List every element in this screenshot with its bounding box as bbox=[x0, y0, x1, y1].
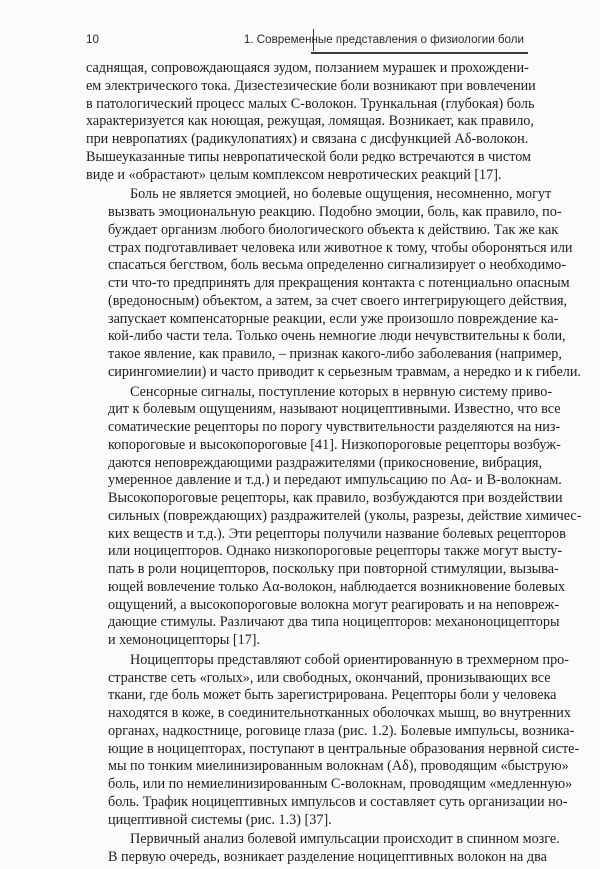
text-line: саднящая, сопровождающаяся зудом, ползанием мурашек и прохождени- bbox=[86, 60, 529, 76]
text-line: мы по тонким миелинизированным волокнам (Аδ), проводящим «быструю» bbox=[108, 758, 569, 775]
text-line: характеризуется как ноющая, режущая, ломящая. Возникает, как правило, bbox=[86, 113, 534, 130]
text-line: ющей вовлечение только Аα-волокон, наблюдается возникновение болевых bbox=[108, 578, 566, 595]
text-line: даются неповреждающими раздражителями (прикосновение, вибрация, bbox=[108, 454, 543, 471]
text-line: Сенсорные сигналы, поступление которых в нервную систему приво- bbox=[130, 383, 553, 400]
running-title: 1. Современные представления о физиологии боли bbox=[243, 33, 524, 46]
text-line: ких веществ и т.д.). Эти рецепторы получили название болевых рецепторов bbox=[108, 525, 566, 542]
text-line: спасаться бегством, боль весьма определенно сигнализирует о необходимо- bbox=[108, 257, 566, 274]
paragraph bbox=[86, 831, 560, 867]
text-line: органах, надкостнице, роговице глаза (рис. 1.2). Болевые импульсы, возника- bbox=[108, 722, 575, 739]
text-line: вызвать эмоциональную реакцию. Подобно эмоции, боль, как правило, по- bbox=[108, 204, 562, 220]
text-line: странстве сеть «голых», или свободных, окончаний, пронизывающих все bbox=[108, 669, 551, 686]
text-line: или ноцицепторов. Однако низкопороговые рецепторы также могут высту- bbox=[108, 543, 563, 560]
text-line: сильных (повреждающих) раздражителей (уколы, разрезы, действие химичес- bbox=[108, 507, 582, 524]
text-line: дающие стимулы. Различают два типа ноцицепторов: механоноцицепторы bbox=[108, 614, 560, 631]
text-line: боль. Трафик ноцицептивных импульсов и составляет суть организации но- bbox=[108, 793, 568, 810]
text-line: ем электрического тока. Дизестезические боли возникают при вовлечении bbox=[86, 77, 536, 94]
text-line: В первую очередь, возникает разделение ноцицептивных волокон на два bbox=[108, 849, 547, 865]
text-line: виде и «обрастают» целым комплексом невротических реакций [17]. bbox=[86, 166, 502, 183]
text-line: находятся в коже, в соединительнотканных оболочках мышц, во внутренних bbox=[108, 705, 571, 721]
text-line: в патологический процесс малых С-волокон. Трункальная (глубокая) боль bbox=[86, 95, 535, 112]
text-line: кой-либо части тела. Только очень немногие люди нечувствительны к боли, bbox=[108, 328, 566, 345]
text-line: ющие в ноцицепторах, поступают в центральные образования нервной систе- bbox=[108, 740, 580, 757]
text-line: Боль не является эмоцией, но болевые ощущения, несомненно, могут bbox=[130, 186, 552, 203]
text-line: боль, или по немиелинизированным С-волокнам, проводящим «медленную» bbox=[108, 776, 573, 792]
paragraph bbox=[86, 383, 582, 650]
text-line: сирингомиелии) и часто приводит к серьезным травмам, а нередко и к гибели. bbox=[108, 363, 581, 380]
paragraph bbox=[86, 651, 580, 830]
header-rule bbox=[311, 52, 528, 54]
running-header bbox=[86, 29, 526, 49]
text-line: запускает компенсаторные реакции, если уже произошло повреждение ка- bbox=[108, 310, 559, 327]
text-line: Высокопороговые рецепторы, как правило, возбуждаются при воздействии bbox=[108, 490, 563, 506]
body-text bbox=[86, 60, 582, 869]
text-line: Вышеуказанные типы невропатической боли редко встречаются в чистом bbox=[86, 148, 532, 165]
text-line: соматические рецепторы по порогу чувствительности разделяются на низ- bbox=[108, 419, 561, 435]
text-line: страх подготавливает человека или животное к тому, чтобы обороняться или bbox=[108, 239, 573, 256]
text-line: Ноцицепторы представляют собой ориентированную в трехмерном про- bbox=[130, 651, 570, 668]
text-line: копороговые и высокопороговые [41]. Низкопороговые рецепторы возбуж- bbox=[108, 436, 561, 453]
text-line: (вредоносным) объектом, а затем, за счет своего интегрирующего действия, bbox=[108, 292, 568, 309]
text-line: при невропатиях (радикулопатиях) и связана с дисфункцией Аδ-волокон. bbox=[86, 131, 529, 147]
text-line: буждает организм любого биологического объекта к действию. Так же как bbox=[108, 221, 559, 238]
text-line: умеренное давление и т.д.) и передают импульсацию по Аα- и В-волокнам. bbox=[108, 472, 562, 489]
text-line: дит к болевым ощущениям, называют ноцицептивными. Известно, что все bbox=[108, 401, 561, 418]
page-number: 10 bbox=[86, 33, 99, 46]
text-line: пать в роли ноцицепторов, поскольку при повторной стимуляции, вызыва- bbox=[108, 561, 559, 577]
text-line: сти что-то предпринять для прекращения контакта с потенциально опасным bbox=[108, 275, 570, 291]
text-line: и хемоноцицепторы [17]. bbox=[108, 632, 261, 648]
text-line: ощущений, а высокопороговые волокна могут реагировать и на неповреж- bbox=[108, 596, 560, 613]
text-line: Первичный анализ болевой импульсации происходит в спинном мозге. bbox=[130, 831, 560, 848]
text-line: цицептивной системы (рис. 1.3) [37]. bbox=[108, 811, 332, 828]
text-line: ткани, где боль может быть зарегистрирована. Рецепторы боли у человека bbox=[108, 687, 557, 704]
paragraph bbox=[86, 60, 536, 184]
paragraph bbox=[86, 186, 581, 381]
text-line: такое явление, как правило, – признак какого-либо заболевания (например, bbox=[108, 346, 562, 362]
